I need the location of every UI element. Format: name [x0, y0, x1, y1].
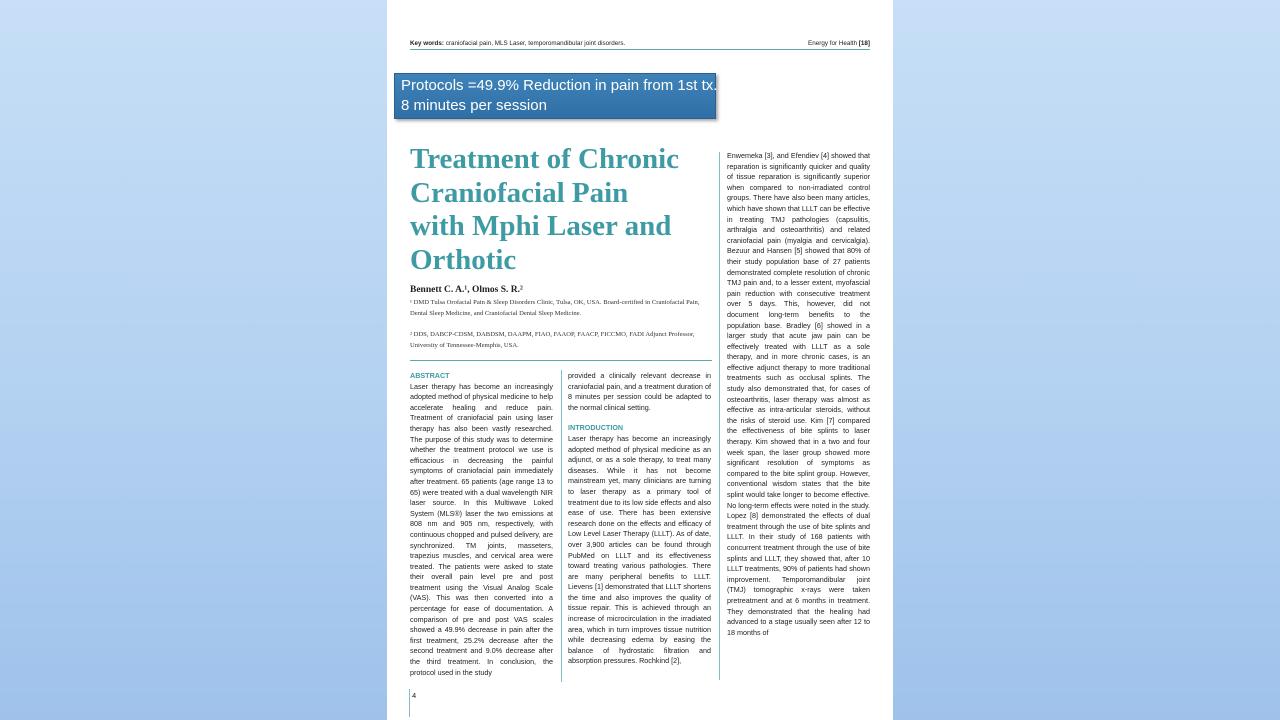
issue-number: [18]: [858, 40, 870, 47]
section-divider: [410, 360, 712, 361]
column-divider: [561, 370, 562, 682]
article-title: [410, 143, 710, 277]
abstract-text: Laser therapy has become an increasingly adopted method of physical medicine to help accelerate healing and reduce pain. Treatment of craniofacial pain using laser therapy has also been vastly researched. The purpose of this study was to determine whether the treatment protocol we use is efficacious in decreasing the painful symptoms of craniofacial pain immediately after treatment. 65 patients (age range 13 to 65) were treated with a dual wavelength NIR laser source. In this Multiwave Loked System (MLS®) laser the two emissions at 808 nm and 905 nm, respectively, with continuous chopped and pulsed delivery, are synchronized. TM joints, masseters, trapezius muscles, and cervical area were treated. The patients were asked to state their overall pain level pre and post treatment using the Visual Analog Scale (VAS). This was then converted into a percentage for ease of documentation. A comparison of pre and post VAS scales showed a 49.9% decrease in pain after the first treatment, 25.2% decrease after the second treatment and 9.0% decrease after the third treatment. In conclusion, the protocol used in the study: [410, 381, 553, 677]
journal-name: [808, 40, 870, 47]
abstract-column: [410, 371, 553, 686]
page-number: 4: [412, 691, 417, 700]
keywords-line: [410, 40, 625, 47]
title-line: with Mphi Laser and: [410, 210, 672, 242]
title-line: Treatment of Chronic: [410, 143, 680, 175]
abstract-heading: ABSTRACT: [410, 371, 450, 380]
affiliation-1: ¹ DMD Tulsa Orofacial Pain & Sleep Disorders Clinic, Tulsa, OK, USA. Board-certified in Craniofacial Pain, Dental Sleep Medicine, and Craniofacial Dental Sleep Medicine.: [410, 299, 700, 317]
keywords-text: craniofacial pain, MLS Laser, temporomandibular joint disorders.: [443, 40, 626, 47]
page-number-rule: [409, 689, 410, 717]
callout-line-2: 8 minutes per session: [401, 97, 547, 114]
callout-box[interactable]: [394, 73, 716, 119]
abstract-conclusion: provided a clinically relevant decrease in craniofacial pain, and a treatment duration of 8 minutes per session could be adapted to the normal clinical setting.: [568, 371, 711, 412]
title-line: Craniofacial Pain: [410, 176, 629, 209]
keywords-label: Key words:: [410, 40, 444, 47]
middle-column: [568, 371, 711, 686]
introduction-heading: INTRODUCTION: [568, 423, 624, 433]
title-line: Orthotic: [410, 243, 517, 276]
affiliation-2: ² DDS, DABCP-CDSM, DABDSM, DAAPM, FIAO, FAAOP, FAACP, FICCMO, FADI Adjunct Professor, University of Tennessee-Memphis, USA.: [410, 331, 695, 349]
introduction-text: Laser therapy has become an increasingly adopted method of physical medicine as an adjunct, or as a sole therapy, to treat many diseases. While it has not become mainstream yet, many clinicians are turning to laser therapy as a primary tool of treatment due to its low side effects and also ease of use. There has been extensive research done on the effects and efficacy of Low Level Laser Therapy (LLLT). As of date, over 3,900 articles can be found through PubMed on LLLT and its effectiveness toward treating various pathologies. There are many peripheral benefits to LLLT. Lievens [1] demonstrated that LLLT shortens the time and also improves the quality of tissue repair. This is achieved through an increase of microcirculation in the irradiated area, which in turn improves tissue nutrition while decreasing edema by easing the balance of hydrostatic filtration and absorption pressures. Rochkind [2],: [568, 433, 711, 666]
journal-title: Energy for Health: [808, 40, 859, 47]
authors: Bennett C. A.¹, Olmos S. R.²: [410, 285, 523, 295]
right-column-text: Enwemeka [3], and Efendiev [4] showed that reparation is significantly quicker and quality of tissue reparation is significantly superior when compared to non-irradiated control groups. There have also been many articles, which have shown that LLLT can be effective in treating TMJ pathologies (capsulitis, arthralgia and osteoarthritis) and related craniofacial pain (myalgia and cervicalgia). Bezuur and Hansen [5] showed that 80% of their study population base of 27 patients demonstrated complete resolution of chronic TMJ pain and, to a lesser extent, myofascial pain reduction with consecutive treatment over 5 days. This, however, did not document long-term benefits to the population base. Bradley [6] showed in a larger study that acute jaw pain can be effectively treated with LLLT as a sole therapy, and in more chronic cases, is an effective adjunct therapy to more traditional treatments such as occlusal splints. The study also demonstrated that, for cases of osteoarthritis, laser therapy was almost as effective as intra-articular steroids, without the risks of steroid use. Kim [7] compared the effectiveness of bite splints to laser therapy. Kim showed that in a two and four week span, the laser group showed more significant resolution of symptoms as compared to the bite splint group. However, conventional wisdom states that the bite splint would take longer to become effective. No long-term effects were noted in the study. Lopez [8] demonstrated the effects of dual treatment through the use of bite splints and LLLT. In their study of 168 patients with concurrent treatment through the use of bite splints and LLLT, they showed that, after 10 LLLT treatments, 90% of patients had shown improvement. Temporomandibular joint (TMJ) tomographic x-rays were taken pretreatment and at 6 months in treatment. They demonstrated that the healing had advanced to a stage usually seen after 12 to 18 months of: [727, 151, 870, 637]
page-header: [410, 39, 870, 50]
column-divider: [719, 152, 720, 680]
callout-line-1: Protocols =49.9% Reduction in pain from 1st tx.: [401, 77, 718, 94]
right-column: [727, 151, 870, 681]
